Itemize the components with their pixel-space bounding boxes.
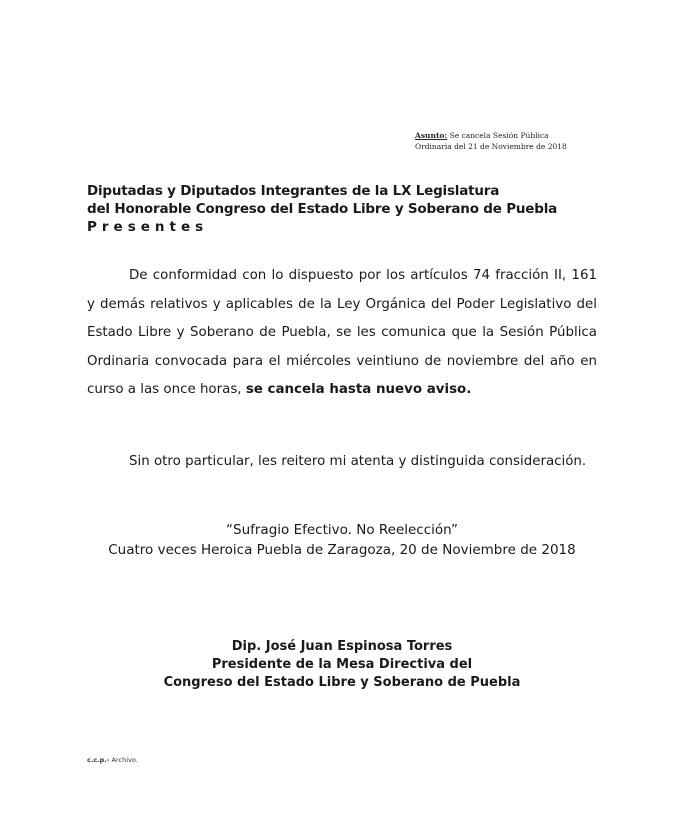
recipient-line-3: Presentes: [87, 219, 209, 235]
recipient-line-2: del Honorable Congreso del Estado Libre y Soberano de Puebla: [87, 201, 558, 217]
closing-place-date: Cuatro veces Heroica Puebla de Zaragoza, 20 de Noviembre de 2018: [108, 542, 576, 558]
recipients-block: [87, 182, 607, 236]
body-paragraph-1: [87, 262, 597, 405]
ccp-text: Archivo.: [111, 756, 138, 764]
body-paragraph-2: Sin otro particular, les reitero mi atenta y distinguida consideración.: [129, 454, 587, 469]
closing-motto: “Sufragio Efectivo. No Reelección”: [226, 522, 458, 538]
signature-title-2: Congreso del Estado Libre y Soberano de Puebla: [163, 675, 521, 690]
subject-text-2: Ordinaria del 21 de Noviembre de 2018: [415, 142, 567, 151]
subject-block: [415, 130, 660, 152]
closing-block: [87, 520, 597, 560]
subject-label: Asunto:: [415, 131, 448, 140]
body-paragraph-1-bold: se cancela hasta nuevo aviso.: [245, 382, 472, 398]
ccp-label: c.c.p.-: [87, 756, 110, 764]
subject-text-1: Se cancela Sesión Pública: [449, 131, 549, 140]
recipient-line-1: Diputadas y Diputados Integrantes de la LX Legislatura: [87, 183, 500, 199]
ccp-note: [87, 756, 138, 764]
body-paragraph-1-text: De conformidad con lo dispuesto por los artículos 74 fracción II, 161 y demás relativos y aplicables de la Ley Orgánica del Poder Legislativo del Estado Libre y Soberano de Puebla, se les comunica que la Sesión Pública Ordinaria convocada para el miércoles veintiuno de noviembre del año en curso a las once horas,: [87, 268, 597, 398]
signature-name: Dip. José Juan Espinosa Torres: [231, 639, 453, 654]
signature-block: [87, 638, 597, 692]
subject-line-1: [415, 130, 660, 141]
signature-title-1: Presidente de la Mesa Directiva del: [211, 657, 473, 672]
